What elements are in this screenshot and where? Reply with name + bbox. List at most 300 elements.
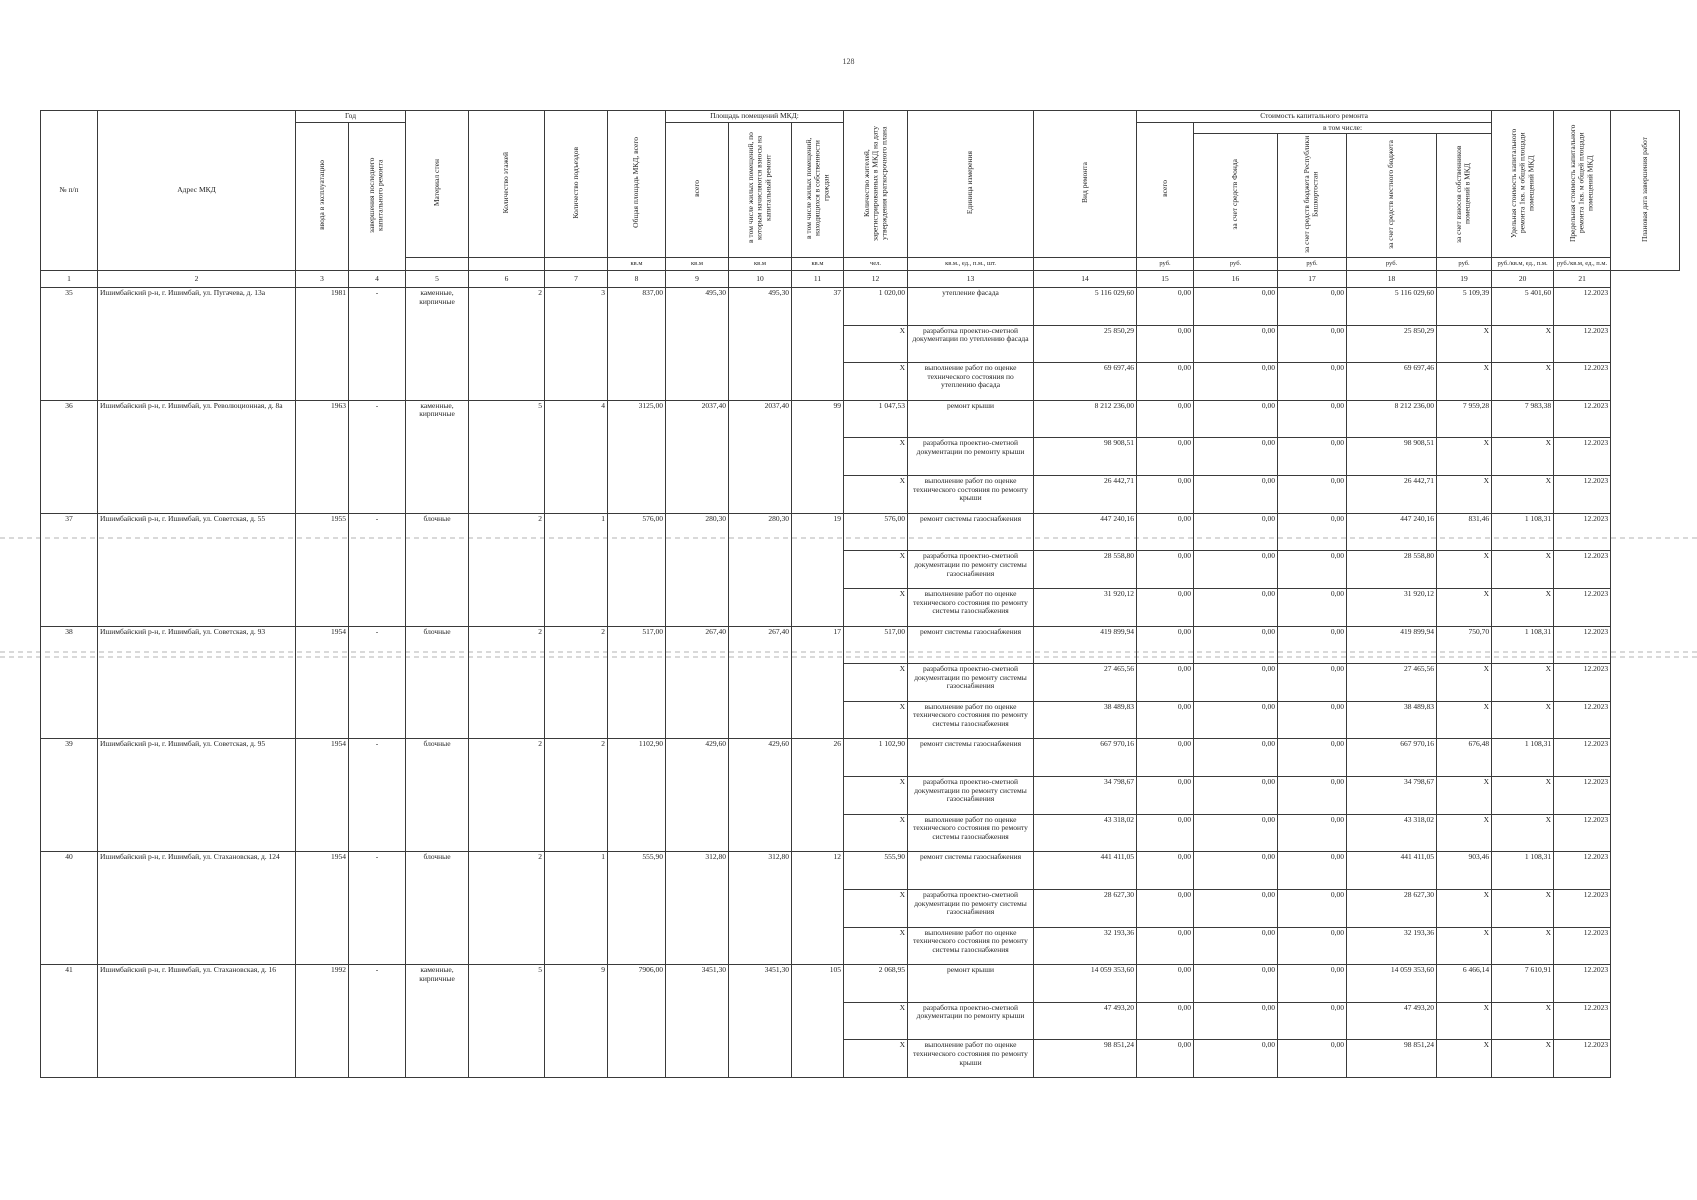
limit-cost: X bbox=[1492, 325, 1554, 363]
cost-owners: 32 193,36 bbox=[1347, 927, 1437, 965]
header-total-area: Общая площадь МКД, всего bbox=[608, 111, 666, 258]
table-row bbox=[41, 400, 1680, 438]
unit-cost: 750,70 bbox=[1437, 626, 1492, 664]
cost-owners: 98 908,51 bbox=[1347, 438, 1437, 476]
work-quantity: X bbox=[844, 664, 908, 702]
work-type: утепление фасада bbox=[908, 287, 1034, 325]
limit-cost: X bbox=[1492, 363, 1554, 401]
work-quantity: 1 020,00 bbox=[844, 287, 908, 325]
table-row bbox=[41, 965, 1680, 1003]
cost-local: 0,00 bbox=[1278, 287, 1347, 325]
header-year-built: ввода в эксплуатацию bbox=[296, 122, 349, 270]
work-type: выполнение работ по оценке технического состояния по ремонту системы газоснабжения bbox=[908, 701, 1034, 739]
cost-local: 0,00 bbox=[1278, 551, 1347, 589]
unit-cost: X bbox=[1437, 777, 1492, 815]
work-type: разработка проектно-сметной документации по ремонту крыши bbox=[908, 1002, 1034, 1040]
cost-fund: 0,00 bbox=[1137, 1002, 1194, 1040]
unit-cost: X bbox=[1437, 927, 1492, 965]
table-row bbox=[41, 626, 1680, 664]
residents-count: 26 bbox=[792, 739, 844, 852]
table-header bbox=[41, 111, 1680, 288]
cost-total: 419 899,94 bbox=[1034, 626, 1137, 664]
header-entrances: Количество подъездов bbox=[545, 111, 608, 258]
year-built: 1954 bbox=[296, 852, 349, 965]
cost-fund: 0,00 bbox=[1137, 325, 1194, 363]
residents-count: 37 bbox=[792, 287, 844, 400]
limit-cost: 7 610,91 bbox=[1492, 965, 1554, 1003]
cost-local: 0,00 bbox=[1278, 777, 1347, 815]
cost-republic: 0,00 bbox=[1194, 588, 1278, 626]
cost-republic: 0,00 bbox=[1194, 889, 1278, 927]
wall-material: каменные, кирпичные bbox=[406, 965, 469, 1078]
limit-cost: X bbox=[1492, 438, 1554, 476]
unit-work-type bbox=[1034, 257, 1137, 270]
limit-cost: 1 108,31 bbox=[1492, 513, 1554, 551]
column-number: 15 bbox=[1137, 270, 1194, 287]
cost-local: 0,00 bbox=[1278, 476, 1347, 514]
year-built: 1963 bbox=[296, 400, 349, 513]
column-number: 14 bbox=[1034, 270, 1137, 287]
premises-contrib: 429,60 bbox=[729, 739, 792, 852]
cost-republic: 0,00 bbox=[1194, 852, 1278, 890]
floors-count: 2 bbox=[469, 739, 545, 852]
limit-cost: X bbox=[1492, 814, 1554, 852]
cost-total: 27 465,56 bbox=[1034, 664, 1137, 702]
unit-cost: 5 109,39 bbox=[1437, 287, 1492, 325]
limit-cost: X bbox=[1492, 1002, 1554, 1040]
cost-local: 0,00 bbox=[1278, 588, 1347, 626]
table-row bbox=[41, 287, 1680, 325]
floors-count: 2 bbox=[469, 626, 545, 739]
column-number-row bbox=[41, 270, 1680, 287]
work-type: разработка проектно-сметной документации по ремонту системы газоснабжения bbox=[908, 777, 1034, 815]
cost-total: 34 798,67 bbox=[1034, 777, 1137, 815]
work-quantity: X bbox=[844, 1002, 908, 1040]
year-last-repair: - bbox=[349, 965, 406, 1078]
cost-local: 0,00 bbox=[1278, 1040, 1347, 1078]
column-number: 11 bbox=[792, 270, 844, 287]
residents-count: 19 bbox=[792, 513, 844, 626]
work-type: выполнение работ по оценке технического состояния по ремонту системы газоснабжения bbox=[908, 814, 1034, 852]
unit-cost: X bbox=[1437, 325, 1492, 363]
cost-fund: 0,00 bbox=[1137, 363, 1194, 401]
header-floors: Количество этажей bbox=[469, 111, 545, 258]
unit-cost: X bbox=[1437, 889, 1492, 927]
column-number: 21 bbox=[1554, 270, 1611, 287]
premises-contrib: 3451,30 bbox=[729, 965, 792, 1078]
building-address: Ишимбайский р-н, г. Ишимбай, ул. Советская, д. 55 bbox=[98, 513, 296, 626]
unit-per-m2: руб./кв.м, ед., п.м. bbox=[1554, 257, 1611, 270]
cost-fund: 0,00 bbox=[1137, 551, 1194, 589]
column-number: 20 bbox=[1492, 270, 1554, 287]
column-number: 5 bbox=[406, 270, 469, 287]
work-type: ремонт системы газоснабжения bbox=[908, 739, 1034, 777]
building-address: Ишимбайский р-н, г. Ишимбай, ул. Пугачева, д. 13а bbox=[98, 287, 296, 400]
cost-local: 0,00 bbox=[1278, 438, 1347, 476]
year-built: 1992 bbox=[296, 965, 349, 1078]
column-number: 18 bbox=[1347, 270, 1437, 287]
page-number: 128 bbox=[842, 57, 855, 66]
work-type: разработка проектно-сметной документации по утеплению фасада bbox=[908, 325, 1034, 363]
floors-count: 2 bbox=[469, 513, 545, 626]
unit-area: кв.м bbox=[792, 257, 844, 270]
work-quantity: 2 068,95 bbox=[844, 965, 908, 1003]
unit-rub: руб. bbox=[1194, 257, 1278, 270]
residents-count: 17 bbox=[792, 626, 844, 739]
work-quantity: 1 102,90 bbox=[844, 739, 908, 777]
total-area: 555,90 bbox=[608, 852, 666, 965]
end-date: 12.2023 bbox=[1554, 438, 1611, 476]
cost-local: 0,00 bbox=[1278, 400, 1347, 438]
end-date: 12.2023 bbox=[1554, 325, 1611, 363]
cost-total: 8 212 236,00 bbox=[1034, 400, 1137, 438]
premises-total: 280,30 bbox=[666, 513, 729, 626]
cost-local: 0,00 bbox=[1278, 965, 1347, 1003]
capital-repair-table bbox=[40, 110, 1680, 1078]
unit-cost: 6 466,14 bbox=[1437, 965, 1492, 1003]
unit-floors bbox=[469, 257, 545, 270]
year-built: 1954 bbox=[296, 739, 349, 852]
wall-material: блочные bbox=[406, 626, 469, 739]
limit-cost: X bbox=[1492, 1040, 1554, 1078]
work-type: разработка проектно-сметной документации по ремонту системы газоснабжения bbox=[908, 889, 1034, 927]
cost-local: 0,00 bbox=[1278, 664, 1347, 702]
column-number: 2 bbox=[98, 270, 296, 287]
cost-republic: 0,00 bbox=[1194, 1040, 1278, 1078]
end-date: 12.2023 bbox=[1554, 588, 1611, 626]
work-quantity: 555,90 bbox=[844, 852, 908, 890]
unit-cost: X bbox=[1437, 363, 1492, 401]
cost-local: 0,00 bbox=[1278, 814, 1347, 852]
header-residents: Количество жителей, зарегистрированных в МКД на дату утверждения краткосрочного плана bbox=[844, 111, 908, 258]
year-last-repair: - bbox=[349, 400, 406, 513]
cost-fund: 0,00 bbox=[1137, 476, 1194, 514]
unit-cost: X bbox=[1437, 551, 1492, 589]
premises-total: 495,30 bbox=[666, 287, 729, 400]
column-number: 4 bbox=[349, 270, 406, 287]
total-area: 837,00 bbox=[608, 287, 666, 400]
cost-republic: 0,00 bbox=[1194, 814, 1278, 852]
header-year-last-repair: завершения последнего капитального ремонта bbox=[349, 122, 406, 270]
unit-rub: руб. bbox=[1278, 257, 1347, 270]
premises-contrib: 495,30 bbox=[729, 287, 792, 400]
cost-fund: 0,00 bbox=[1137, 626, 1194, 664]
header-republic: за счет средств бюджета Республики Башкортостан bbox=[1278, 134, 1347, 258]
limit-cost: 5 401,60 bbox=[1492, 287, 1554, 325]
wall-material: каменные, кирпичные bbox=[406, 400, 469, 513]
cost-total: 32 193,36 bbox=[1034, 927, 1137, 965]
limit-cost: 1 108,31 bbox=[1492, 739, 1554, 777]
end-date: 12.2023 bbox=[1554, 701, 1611, 739]
cost-owners: 28 558,80 bbox=[1347, 551, 1437, 589]
cost-total: 28 558,80 bbox=[1034, 551, 1137, 589]
header-owners: за счет взносов собственников помещений в МКД bbox=[1437, 134, 1492, 258]
limit-cost: X bbox=[1492, 588, 1554, 626]
cost-republic: 0,00 bbox=[1194, 739, 1278, 777]
cost-fund: 0,00 bbox=[1137, 438, 1194, 476]
entrances-count: 9 bbox=[545, 965, 608, 1078]
work-quantity: X bbox=[844, 363, 908, 401]
cost-republic: 0,00 bbox=[1194, 965, 1278, 1003]
work-type: выполнение работ по оценке технического состояния по ремонту системы газоснабжения bbox=[908, 588, 1034, 626]
end-date: 12.2023 bbox=[1554, 965, 1611, 1003]
cost-owners: 43 318,02 bbox=[1347, 814, 1437, 852]
entrances-count: 1 bbox=[545, 513, 608, 626]
limit-cost: X bbox=[1492, 664, 1554, 702]
building-address: Ишимбайский р-н, г. Ишимбай, ул. Революционная, д. 8а bbox=[98, 400, 296, 513]
header-cost-total: всего bbox=[1137, 122, 1194, 257]
header-premises-contrib: в том числе жилых помещений, по которым начисляются взносы на капитальный ремонт bbox=[729, 122, 792, 257]
limit-cost: X bbox=[1492, 551, 1554, 589]
work-quantity: X bbox=[844, 476, 908, 514]
unit-cost: X bbox=[1437, 814, 1492, 852]
cost-local: 0,00 bbox=[1278, 513, 1347, 551]
cost-republic: 0,00 bbox=[1194, 325, 1278, 363]
cost-republic: 0,00 bbox=[1194, 626, 1278, 664]
cost-republic: 0,00 bbox=[1194, 513, 1278, 551]
cost-owners: 34 798,67 bbox=[1347, 777, 1437, 815]
header-premises-group: Площадь помещений МКД: bbox=[666, 111, 844, 123]
cost-total: 667 970,16 bbox=[1034, 739, 1137, 777]
unit-per-m2: руб./кв.м, ед., п.м. bbox=[1492, 257, 1554, 270]
building-address: Ишимбайский р-н, г. Ишимбай, ул. Советская, д. 93 bbox=[98, 626, 296, 739]
column-number: 7 bbox=[545, 270, 608, 287]
unit-rub: руб. bbox=[1137, 257, 1194, 270]
cost-fund: 0,00 bbox=[1137, 400, 1194, 438]
work-type: разработка проектно-сметной документации по ремонту системы газоснабжения bbox=[908, 551, 1034, 589]
work-type: ремонт крыши bbox=[908, 400, 1034, 438]
year-last-repair: - bbox=[349, 287, 406, 400]
floors-count: 5 bbox=[469, 400, 545, 513]
header-address: Адрес МКД bbox=[98, 111, 296, 271]
column-number: 16 bbox=[1194, 270, 1278, 287]
end-date: 12.2023 bbox=[1554, 889, 1611, 927]
header-wall-material: Материал стен bbox=[406, 111, 469, 258]
work-quantity: X bbox=[844, 1040, 908, 1078]
residents-count: 99 bbox=[792, 400, 844, 513]
year-built: 1981 bbox=[296, 287, 349, 400]
cost-fund: 0,00 bbox=[1137, 889, 1194, 927]
work-quantity: X bbox=[844, 438, 908, 476]
work-type: разработка проектно-сметной документации по ремонту крыши bbox=[908, 438, 1034, 476]
cost-local: 0,00 bbox=[1278, 1002, 1347, 1040]
cost-total: 28 627,30 bbox=[1034, 889, 1137, 927]
header-fund: за счет средств Фонда bbox=[1194, 134, 1278, 258]
premises-total: 3451,30 bbox=[666, 965, 729, 1078]
limit-cost: X bbox=[1492, 476, 1554, 514]
work-quantity: X bbox=[844, 889, 908, 927]
cost-republic: 0,00 bbox=[1194, 363, 1278, 401]
unit-cost: 831,46 bbox=[1437, 513, 1492, 551]
table-row bbox=[41, 852, 1680, 890]
work-type: выполнение работ по оценке технического состояния по ремонту крыши bbox=[908, 476, 1034, 514]
cost-owners: 98 851,24 bbox=[1347, 1040, 1437, 1078]
wall-material: блочные bbox=[406, 739, 469, 852]
column-number: 6 bbox=[469, 270, 545, 287]
end-date: 12.2023 bbox=[1554, 287, 1611, 325]
limit-cost: 7 983,38 bbox=[1492, 400, 1554, 438]
end-date: 12.2023 bbox=[1554, 363, 1611, 401]
end-date: 12.2023 bbox=[1554, 852, 1611, 890]
table-row bbox=[41, 513, 1680, 551]
unit-cost: 903,46 bbox=[1437, 852, 1492, 890]
column-number: 8 bbox=[608, 270, 666, 287]
unit-rub: руб. bbox=[1347, 257, 1437, 270]
cost-owners: 27 465,56 bbox=[1347, 664, 1437, 702]
premises-contrib: 2037,40 bbox=[729, 400, 792, 513]
unit-entrances bbox=[545, 257, 608, 270]
row-number: 38 bbox=[41, 626, 98, 739]
total-area: 3125,00 bbox=[608, 400, 666, 513]
cost-owners: 8 212 236,00 bbox=[1347, 400, 1437, 438]
header-limit-cost: Предельная стоимость капитального ремонта 1кв. м общей площади помещений МКД bbox=[1554, 111, 1611, 258]
wall-material: блочные bbox=[406, 513, 469, 626]
unit-cost: 676,48 bbox=[1437, 739, 1492, 777]
header-unit-cost: Удельная стоимость капитального ремонта 1кв. м общей площади помещений МКД bbox=[1492, 111, 1554, 258]
work-type: выполнение работ по оценке технического состояния по ремонту системы газоснабжения bbox=[908, 927, 1034, 965]
cost-local: 0,00 bbox=[1278, 701, 1347, 739]
unit-cost: X bbox=[1437, 1002, 1492, 1040]
limit-cost: X bbox=[1492, 889, 1554, 927]
unit-cost: X bbox=[1437, 701, 1492, 739]
premises-total: 429,60 bbox=[666, 739, 729, 852]
cost-republic: 0,00 bbox=[1194, 287, 1278, 325]
unit-cost: X bbox=[1437, 588, 1492, 626]
wall-material: каменные, кирпичные bbox=[406, 287, 469, 400]
row-number: 36 bbox=[41, 400, 98, 513]
limit-cost: 1 108,31 bbox=[1492, 626, 1554, 664]
floors-count: 2 bbox=[469, 287, 545, 400]
work-quantity: 1 047,53 bbox=[844, 400, 908, 438]
work-quantity: X bbox=[844, 551, 908, 589]
floors-count: 2 bbox=[469, 852, 545, 965]
column-number: 10 bbox=[729, 270, 792, 287]
total-area: 576,00 bbox=[608, 513, 666, 626]
end-date: 12.2023 bbox=[1554, 1040, 1611, 1078]
cost-fund: 0,00 bbox=[1137, 588, 1194, 626]
total-area: 7906,00 bbox=[608, 965, 666, 1078]
cost-fund: 0,00 bbox=[1137, 965, 1194, 1003]
cost-local: 0,00 bbox=[1278, 626, 1347, 664]
cost-total: 98 851,24 bbox=[1034, 1040, 1137, 1078]
residents-count: 105 bbox=[792, 965, 844, 1078]
cost-fund: 0,00 bbox=[1137, 739, 1194, 777]
cost-republic: 0,00 bbox=[1194, 551, 1278, 589]
unit-wall-material bbox=[406, 257, 469, 270]
cost-fund: 0,00 bbox=[1137, 814, 1194, 852]
cost-fund: 0,00 bbox=[1137, 701, 1194, 739]
end-date: 12.2023 bbox=[1554, 777, 1611, 815]
work-quantity: X bbox=[844, 325, 908, 363]
work-quantity: 576,00 bbox=[844, 513, 908, 551]
entrances-count: 4 bbox=[545, 400, 608, 513]
work-type: выполнение работ по оценке технического состояния по ремонту крыши bbox=[908, 1040, 1034, 1078]
work-quantity: X bbox=[844, 588, 908, 626]
cost-owners: 419 899,94 bbox=[1347, 626, 1437, 664]
limit-cost: X bbox=[1492, 701, 1554, 739]
unit-persons: чел. bbox=[844, 257, 908, 270]
header-cost-group: Стоимость капитального ремонта bbox=[1137, 111, 1492, 123]
table-row bbox=[41, 739, 1680, 777]
work-quantity: X bbox=[844, 927, 908, 965]
total-area: 517,00 bbox=[608, 626, 666, 739]
year-built: 1954 bbox=[296, 626, 349, 739]
header-premises-housing: в том числе жилых помещений, находящихся в собственности граждан bbox=[792, 122, 844, 257]
work-type: ремонт системы газоснабжения bbox=[908, 513, 1034, 551]
end-date: 12.2023 bbox=[1554, 1002, 1611, 1040]
cost-local: 0,00 bbox=[1278, 889, 1347, 927]
unit-cost: X bbox=[1437, 476, 1492, 514]
cost-republic: 0,00 bbox=[1194, 476, 1278, 514]
cost-local: 0,00 bbox=[1278, 739, 1347, 777]
limit-cost: 1 108,31 bbox=[1492, 852, 1554, 890]
cost-total: 25 850,29 bbox=[1034, 325, 1137, 363]
unit-area: кв.м bbox=[666, 257, 729, 270]
cost-fund: 0,00 bbox=[1137, 777, 1194, 815]
entrances-count: 2 bbox=[545, 626, 608, 739]
cost-total: 47 493,20 bbox=[1034, 1002, 1137, 1040]
header-local: за счет средств местного бюджета bbox=[1347, 134, 1437, 258]
cost-total: 69 697,46 bbox=[1034, 363, 1137, 401]
cost-owners: 31 920,12 bbox=[1347, 588, 1437, 626]
header-premises-total: всего bbox=[666, 122, 729, 257]
limit-cost: X bbox=[1492, 927, 1554, 965]
premises-total: 2037,40 bbox=[666, 400, 729, 513]
premises-contrib: 280,30 bbox=[729, 513, 792, 626]
unit-measure: кв.м., ед., п.м., шт. bbox=[908, 257, 1034, 270]
cost-total: 14 059 353,60 bbox=[1034, 965, 1137, 1003]
cost-fund: 0,00 bbox=[1137, 664, 1194, 702]
header-end-date: Плановая дата завершения работ bbox=[1611, 111, 1680, 271]
end-date: 12.2023 bbox=[1554, 927, 1611, 965]
cost-owners: 441 411,05 bbox=[1347, 852, 1437, 890]
cost-local: 0,00 bbox=[1278, 927, 1347, 965]
year-last-repair: - bbox=[349, 513, 406, 626]
cost-fund: 0,00 bbox=[1137, 513, 1194, 551]
cost-total: 98 908,51 bbox=[1034, 438, 1137, 476]
cost-total: 5 116 029,60 bbox=[1034, 287, 1137, 325]
year-built: 1955 bbox=[296, 513, 349, 626]
cost-owners: 667 970,16 bbox=[1347, 739, 1437, 777]
work-type: разработка проектно-сметной документации по ремонту системы газоснабжения bbox=[908, 664, 1034, 702]
year-last-repair: - bbox=[349, 852, 406, 965]
unit-cost: X bbox=[1437, 1040, 1492, 1078]
cost-total: 447 240,16 bbox=[1034, 513, 1137, 551]
unit-cost: X bbox=[1437, 664, 1492, 702]
work-quantity: X bbox=[844, 814, 908, 852]
column-number: 9 bbox=[666, 270, 729, 287]
entrances-count: 2 bbox=[545, 739, 608, 852]
unit-cost: X bbox=[1437, 438, 1492, 476]
column-number: 12 bbox=[844, 270, 908, 287]
unit-rub: руб. bbox=[1437, 257, 1492, 270]
end-date: 12.2023 bbox=[1554, 664, 1611, 702]
row-number: 41 bbox=[41, 965, 98, 1078]
header-incl: в том числе: bbox=[1194, 122, 1492, 134]
limit-cost: X bbox=[1492, 777, 1554, 815]
cost-republic: 0,00 bbox=[1194, 438, 1278, 476]
year-last-repair: - bbox=[349, 739, 406, 852]
work-type: ремонт системы газоснабжения bbox=[908, 852, 1034, 890]
cost-republic: 0,00 bbox=[1194, 664, 1278, 702]
cost-fund: 0,00 bbox=[1137, 927, 1194, 965]
row-number: 37 bbox=[41, 513, 98, 626]
end-date: 12.2023 bbox=[1554, 551, 1611, 589]
column-number: 1 bbox=[41, 270, 98, 287]
work-type: ремонт крыши bbox=[908, 965, 1034, 1003]
column-number: 17 bbox=[1278, 270, 1347, 287]
year-last-repair: - bbox=[349, 626, 406, 739]
